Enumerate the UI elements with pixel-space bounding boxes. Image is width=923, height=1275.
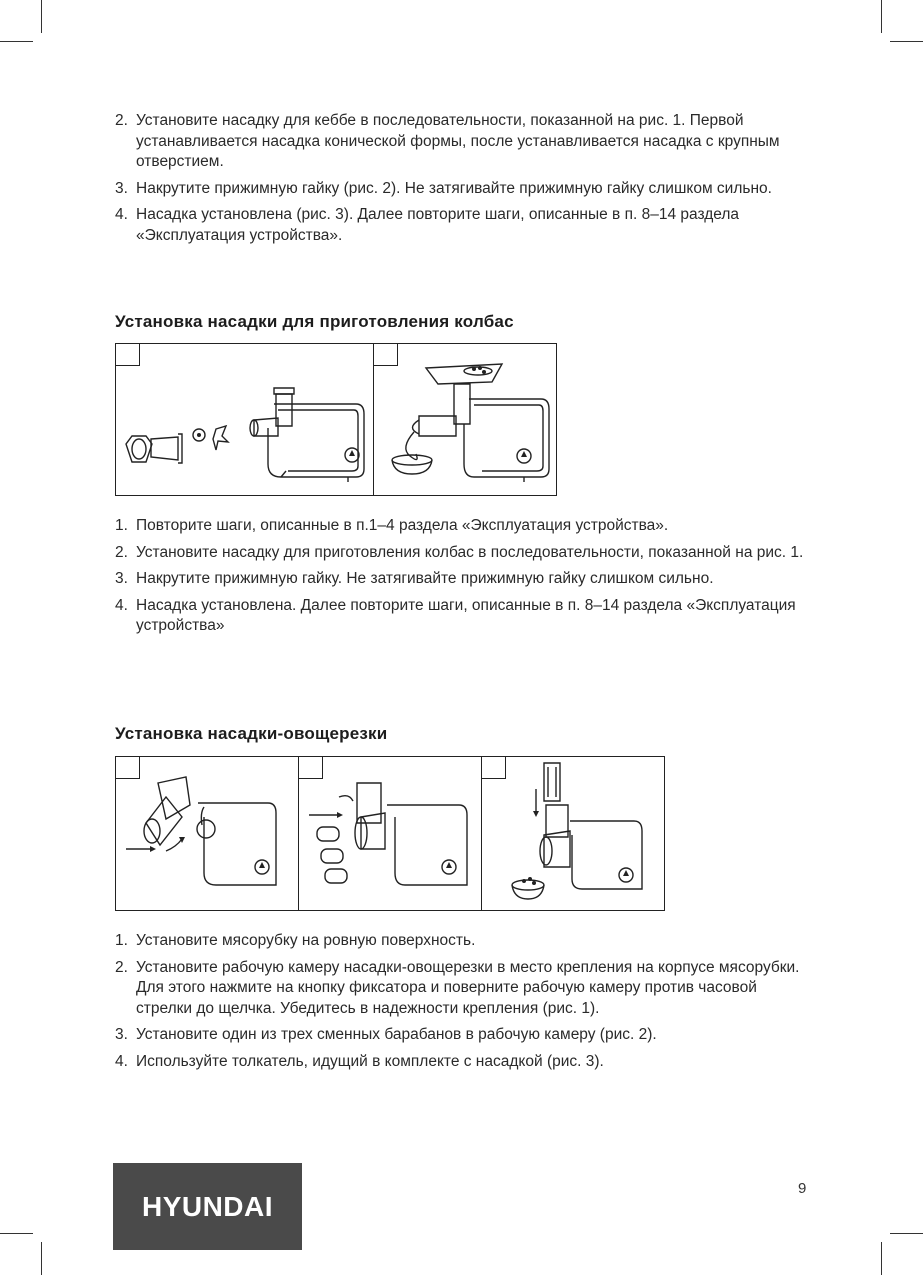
slicer-chamber-mount-icon (116, 757, 300, 912)
crop-mark (881, 1242, 882, 1275)
slicer-figure-1 (115, 756, 299, 911)
brand-name: HYUNDAI (141, 1190, 274, 1222)
list-item: 4. Насадка установлена (рис. 3). Далее повторите шаги, описанные в п. 8–14 раздела «Эксплуатация устройства». (115, 206, 740, 244)
list-item: 2. Установите рабочую камеру насадки-овощерезки в место крепления на корпусе мясорубки. Для этого нажмите на кнопку фиксатора и поверните рабочую камеру против часовой стрелки до щелчка. Убедитесь в надежности крепления (рис. 1). (115, 958, 800, 1017)
list-item: 1. Установите мясорубку на ровную поверхность. (115, 932, 476, 949)
crop-mark (881, 0, 882, 33)
list-item: 3. Накрутите прижимную гайку. Не затягивайте прижимную гайку слишком сильно. (115, 570, 714, 587)
list-item: 2. Установите насадку для кеббе в последовательности, показанной на рис. 1. Первой устанавливается насадка конической формы, после устанавливается насадка с крупным отверстием. (115, 112, 780, 170)
sausage-attachment-installed-icon (374, 344, 557, 497)
list-item: 1. Повторите шаги, описанные в п.1–4 раздела «Эксплуатация устройства». (115, 517, 669, 534)
slicer-drum-insert-icon (299, 757, 482, 912)
slicer-steps-list (115, 931, 805, 1078)
crop-mark (0, 41, 33, 42)
list-item: 4. Используйте толкатель, идущий в комплекте с насадкой (рис. 3). (115, 1052, 604, 1070)
list-item: 2. Установите насадку для приготовления колбас в последовательности, показанной на рис. 1. (115, 543, 804, 561)
crop-mark (41, 0, 42, 33)
crop-mark (41, 1242, 42, 1275)
crop-mark (890, 41, 923, 42)
sausage-figure-1 (115, 343, 374, 496)
sausage-figure-row (115, 343, 557, 496)
sausage-steps-list (115, 516, 805, 643)
slicer-figure-row (115, 756, 665, 911)
crop-mark (0, 1233, 33, 1234)
slicer-figure-2 (299, 756, 482, 911)
crop-mark (890, 1233, 923, 1234)
list-item: 3. Установите один из трех сменных барабанов в рабочую камеру (рис. 2). (115, 1026, 657, 1043)
slicer-figure-3 (482, 756, 665, 911)
list-item: 4. Насадка установлена. Далее повторите шаги, описанные в п. 8–14 раздела «Эксплуатация устройства» (115, 596, 796, 634)
sausage-parts-exploded-icon (116, 344, 375, 497)
brand-logo (113, 1163, 302, 1250)
slicer-section-heading: Установка насадки-овощерезки (115, 724, 388, 743)
sausage-figure-2 (374, 343, 557, 496)
list-item: 3. Накрутите прижимную гайку (рис. 2). Не затягивайте прижимную гайку слишком сильно. (115, 179, 772, 197)
sausage-section-heading: Установка насадки для приготовления колбас (115, 312, 514, 331)
intro-steps-list (115, 111, 805, 252)
slicer-pusher-icon (482, 757, 665, 912)
page-number: 9 (798, 1180, 807, 1197)
